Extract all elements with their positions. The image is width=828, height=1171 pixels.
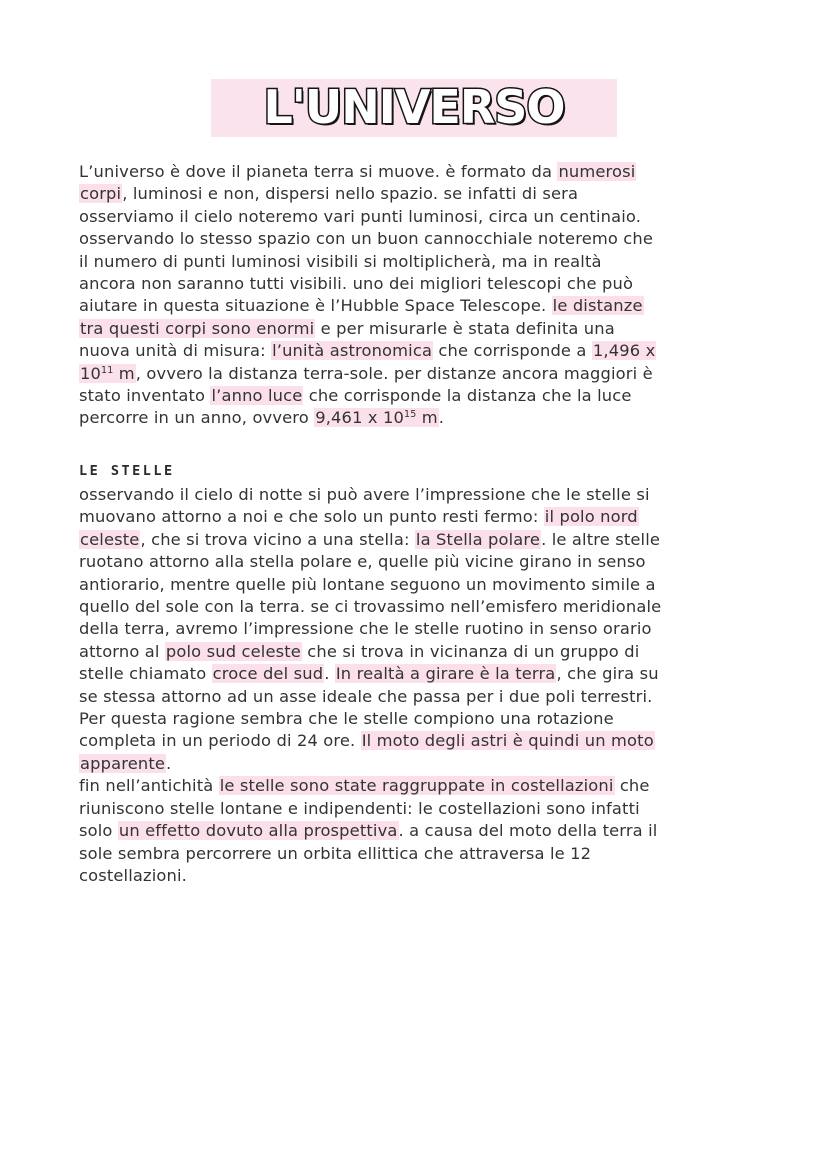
text-segment: , ovvero la distanza terra-sole. per distanze ancora maggiori è [135,363,653,383]
highlighted-text [118,821,399,840]
highlighted-text [79,530,140,549]
highlighted-text-value: apparente [80,753,166,773]
highlighted-text-value: 10 [80,363,102,383]
highlighted-text-value: Il moto degli astri è quindi un moto [361,731,654,751]
text-segment: . [324,664,335,684]
text-line [79,596,759,618]
text-segment: e per misurarle è stata definita una [315,318,615,338]
text-segment: stelle chiamato [79,664,212,684]
highlighted-text-value: il polo nord [544,507,638,527]
text-segment: , che si trova vicino a una stella: [140,529,415,549]
text-segment: attorno al [79,641,165,661]
highlighted-text-value: tra questi corpi sono enormi [80,318,315,338]
text-line [79,708,759,730]
text-segment: se stessa attorno ad un asse ideale che passa per i due poli terrestri. [79,686,653,706]
text-segment: quello del sole con la terra. se ci trovassimo nell’emisfero meridionale [79,597,662,617]
text-line [79,686,759,708]
text-line [79,798,759,820]
text-segment: nuova unità di misura: [79,341,272,361]
page-title: L'UNIVERSO [263,80,565,134]
text-line [79,484,759,506]
highlighted-text-value: In realtà a girare è la terra [335,664,556,684]
text-segment: costellazioni. [79,865,187,885]
text-segment: che [614,776,650,796]
unit-text: m [113,363,135,383]
highlighted-text-value: l’anno luce [211,386,303,406]
highlighted-text [79,319,315,338]
highlighted-text-value: croce del sud [212,664,324,684]
unit-text: m [416,408,438,428]
highlighted-text [79,754,166,773]
text-segment: che si trova in vicinanza di un gruppo di [301,641,640,661]
text-line [79,506,759,528]
highlighted-text [210,386,303,405]
text-segment: osservando lo stesso spazio con un buon cannocchiale noteremo che [79,229,654,249]
highlighted-text [79,364,136,383]
text-line [79,618,759,640]
highlighted-text [544,507,639,526]
paragraph-le-stelle [79,484,759,887]
text-segment: . a causa del moto della terra il [398,821,658,841]
text-line [79,775,759,797]
highlighted-text [271,341,433,360]
highlighted-text [552,296,644,315]
text-line [79,730,759,752]
highlighted-text-value: le distanze [552,296,643,316]
text-segment: , luminosi e non, dispersi nello spazio. se infatti di sera [122,184,579,204]
text-segment: aiutare in questa situazione è l’Hubble Space Telescope. [79,296,552,316]
text-line [79,340,759,362]
text-segment: antiorario, mentre quelle più lontane seguono un movimento simile a [79,574,656,594]
text-line [79,407,759,429]
text-segment: riuniscono stelle lontane e indipendenti: le costellazioni sono infatti [79,798,640,818]
section-heading-le-stelle: LE STELLE [79,463,175,479]
text-line [79,385,759,407]
text-segment: completa in un periodo di 24 ore. [79,731,361,751]
text-line [79,206,759,228]
text-segment: della terra, avremo l’impressione che le stelle ruotino in senso orario [79,619,652,639]
text-segment: osservando il cielo di notte si può avere l’impressione che le stelle si [79,485,650,504]
text-line [79,251,759,273]
text-line [79,641,759,663]
highlighted-text-value: l’unità astronomica [272,341,433,361]
highlighted-text [212,664,325,683]
text-segment: Per questa ragione sembra che le stelle compiono una rotazione [79,709,614,729]
text-segment: sole sembra percorrere un orbita ellittica che attraversa le 12 [79,843,592,863]
text-line [79,551,759,573]
highlighted-text [557,162,636,181]
highlighted-text [335,664,557,683]
text-line [79,161,759,183]
highlighted-text-value: numerosi [558,162,636,181]
text-line [79,843,759,865]
text-line [79,273,759,295]
highlighted-text [592,341,656,360]
exponent: 11 [101,364,114,376]
text-segment: . le altre stelle [541,529,661,549]
exponent: 15 [404,409,417,421]
highlighted-text [165,642,302,661]
highlighted-text-value: 9,461 x 10 [315,408,405,428]
text-line [79,318,759,340]
highlighted-text-value: polo sud celeste [165,641,301,661]
text-segment: . [438,408,445,428]
highlighted-text [415,530,541,549]
text-segment: . [166,753,172,773]
highlighted-text-value: un effetto dovuto alla prospettiva [118,821,398,841]
text-segment: L’universo è dove il pianeta terra si muove. è formato da [79,162,558,181]
highlighted-text [314,408,439,427]
paragraph-universo [79,161,759,430]
text-line [79,574,759,596]
text-line [79,820,759,842]
text-segment: il numero di punti luminosi visibili si moltiplicherà, ma in realtà [79,251,602,271]
text-segment: muovano attorno a noi e che solo un punto resti fermo: [79,507,544,527]
text-segment: , che gira su [556,664,659,684]
text-segment: che corrisponde la distanza che la luce [303,386,632,406]
text-line [79,363,759,385]
text-line [79,753,759,775]
text-segment: osserviamo il cielo noteremo vari punti luminosi, circa un centinaio. [79,206,642,226]
highlighted-text-value: celeste [80,529,140,549]
highlighted-text-value: le stelle sono state raggruppate in costellazioni [219,776,614,796]
highlighted-text-value: la Stella polare [415,529,541,549]
highlighted-text-value: 1,496 x [592,341,656,361]
highlighted-text [361,731,655,750]
text-line [79,228,759,250]
text-segment: solo [79,821,118,841]
text-segment: stato inventato [79,386,211,406]
highlighted-text [219,776,615,795]
text-segment: percorre in un anno, ovvero [79,408,315,428]
text-segment: ancora non saranno tutti visibili. uno dei migliori telescopi che può [79,274,634,294]
text-line [79,663,759,685]
text-segment: ruotano attorno alla stella polare e, quelle più vicine girano in senso [79,552,646,572]
text-line [79,295,759,317]
text-segment: fin nell’antichità [79,776,219,796]
highlighted-text [79,184,122,203]
text-line [79,183,759,205]
text-line [79,865,759,887]
highlighted-text-value: corpi [80,184,122,204]
text-line [79,529,759,551]
text-segment: che corrisponde a [433,341,592,361]
